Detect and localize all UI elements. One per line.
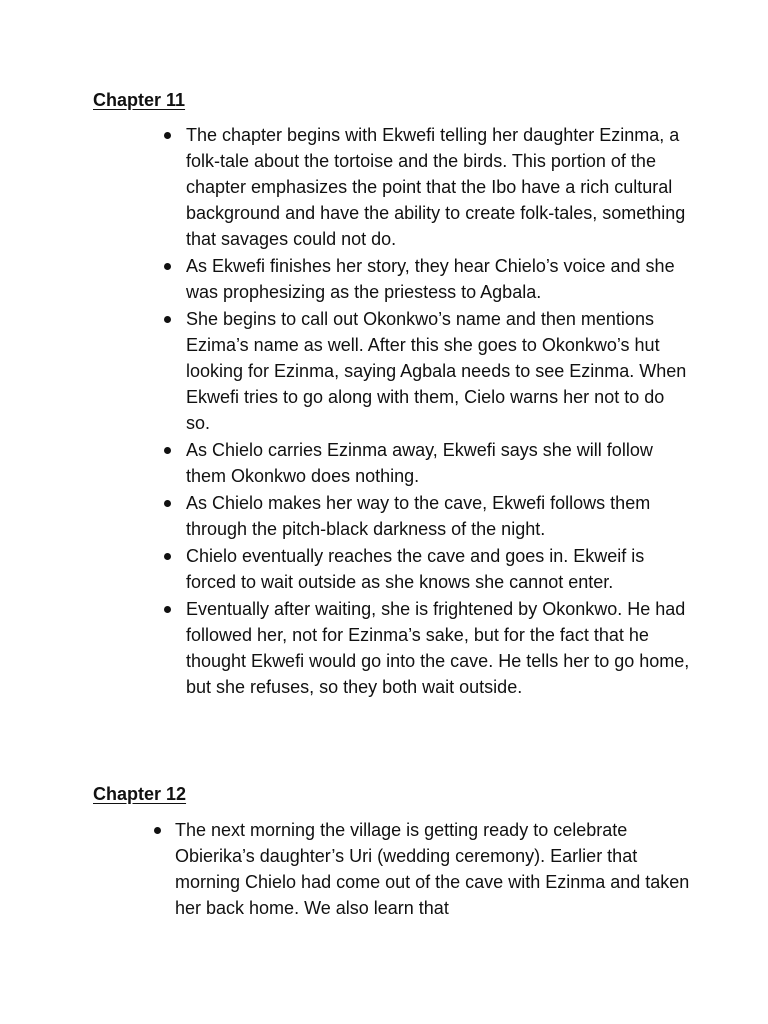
bullet-text: The chapter begins with Ekwefi telling her daughter Ezinma, a folk-tale about the tortoise and the birds. This portion of the chapter emphasizes the point that the Ibo have a rich cultural background and have the ability to create folk-tales, something that savages could not do. <box>186 125 686 249</box>
bullet-item <box>160 543 690 595</box>
bullet-text: She begins to call out Okonkwo’s name and then mentions Ezima’s name as well. After this she goes to Okonkwo’s hut looking for Ezinma, saying Agbala needs to see Ezinma. When Ekwefi tries to go along with them, Cielo warns her not to do so. <box>186 309 687 433</box>
bullet-text: As Chielo makes her way to the cave, Ekwefi follows them through the pitch-black darkness of the night. <box>186 493 651 539</box>
bullet-dot-icon <box>164 447 171 454</box>
chapter-11-bullet-list <box>160 122 690 701</box>
chapter-11-heading: Chapter 11 <box>93 90 186 110</box>
chapter-12-bullet-list <box>150 817 690 922</box>
bullet-dot-icon <box>164 553 171 560</box>
bullet-item <box>160 306 690 436</box>
bullet-item <box>160 596 690 700</box>
bullet-text: Eventually after waiting, she is frightened by Okonkwo. He had followed her, not for Ezinma’s sake, but for the fact that he thought Ekwefi would go into the cave. He tells her to go home, but she refuses, so they both wait outside. <box>186 599 690 697</box>
bullet-item <box>150 817 690 921</box>
bullet-item <box>160 253 690 305</box>
bullet-dot-icon <box>154 827 161 834</box>
bullet-dot-icon <box>164 263 171 270</box>
chapter-12-heading: Chapter 12 <box>93 784 187 804</box>
bullet-item <box>160 490 690 542</box>
bullet-item <box>160 437 690 489</box>
bullet-dot-icon <box>164 316 171 323</box>
bullet-dot-icon <box>164 132 171 139</box>
bullet-text: As Chielo carries Ezinma away, Ekwefi says she will follow them Okonkwo does nothing. <box>186 440 653 486</box>
bullet-item <box>160 122 690 252</box>
bullet-dot-icon <box>164 500 171 507</box>
bullet-text: The next morning the village is getting ready to celebrate Obierika’s daughter’s Uri (wedding ceremony). Earlier that morning Chielo had come out of the cave with Ezinma and taken her back home. We also learn that <box>175 820 690 918</box>
bullet-text: Chielo eventually reaches the cave and goes in. Ekweif is forced to wait outside as she knows she cannot enter. <box>186 546 645 592</box>
bullet-text: As Ekwefi finishes her story, they hear Chielo’s voice and she was prophesizing as the priestess to Agbala. <box>186 256 675 302</box>
bullet-dot-icon <box>164 606 171 613</box>
